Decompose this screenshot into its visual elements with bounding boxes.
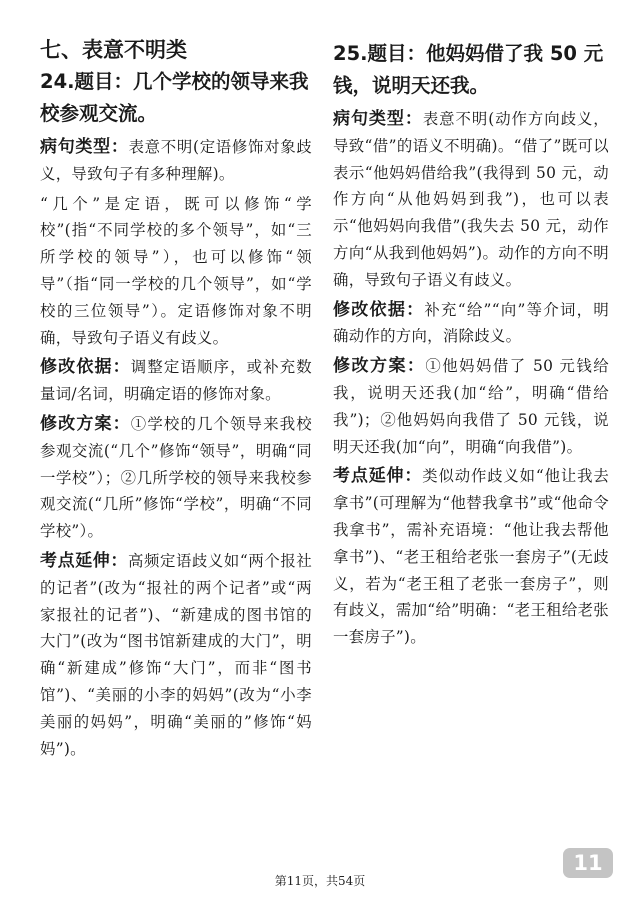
q25-extension [333,463,609,651]
q25-ext-text: 类似动作歧义如“他让我去拿书”(可理解为“他替我拿书”或“他命令我拿书”，需补充语境：“他让我去帮他拿书”)、“老王租给老张一套房子”(无歧义，若为“老王租了老张一套房子”，则有歧义，需加“给”明确：“老王租给老张一套房子”)。 [333,467,610,647]
q24-type-label: 病句类型： [40,137,129,157]
question-24-title: 24.题目：几个学校的领导来我校参观交流。 [40,70,309,125]
q24-basis [40,354,312,408]
q24-plan-text: ①学校的几个领导来我校参观交流(“几个”修饰“领导”，明确“同一学校”）；②几所学校的领导来我校参观交流(“几所”修饰“学校”，明确“不同学校”）。 [40,414,312,541]
q24-analysis: “几个”是定语，既可以修饰“学校”(指“不同学校的多个领导”，如“三所学校的领导”），也可以修饰“领导”（指“同一学校的几个领导”，如“学校的三位领导”）。定语修饰对象不明确，导致句子语义有歧义。 [40,194,312,347]
q24-extension [40,548,312,762]
left-column [40,34,312,765]
q25-error-type [333,106,609,294]
q24-error-type [40,134,312,188]
q25-plan [333,353,609,460]
page-footer: 第11页，共54页 [274,874,366,888]
q24-plan-label: 修改方案： [40,413,131,434]
section-title: 七、表意不明类 [40,38,187,62]
right-column [333,38,609,654]
question-25-title: 25.题目：他妈妈借了我 50 元钱，说明天还我。 [333,42,604,97]
q24-basis-label: 修改依据： [40,357,131,378]
q25-ext-label: 考点延伸： [333,466,423,487]
q25-basis-text: 补充“给”“向”等介词，明确动作的方向，消除歧义。 [333,300,610,346]
q25-type-text: 表意不明(动作方向歧义，导致“借”的语义不明确)。“借了”既可以表示“他妈妈借给我”(我得到 50 元，动作方向“从他妈妈到我”)，也可以表示“他妈妈向我借”(我失去 50 元，动作方向“从我到他妈妈”)。动作的方向不明确，导致句子语义有歧义。 [333,110,609,289]
q25-plan-text: ①他妈妈借了 50 元钱给我，说明天还我(加“给”，明确“借给我”)；②他妈妈向我借了 50 元钱，说明天还我(加“向”，明确“向我借”)。 [333,357,609,456]
q24-plan [40,411,312,545]
q24-type-text: 表意不明(定语修饰对象歧义，导致句子有多种理解)。 [40,138,312,183]
q24-ext-text: 高频定语歧义如“两个报社的记者”(改为“报社的两个记者”或“两家报社的记者”)、“新建成的图书馆的大门”(改为“图书馆新建成的大门”，明确“新建成”修饰“大门”，而非“图书馆”)、“美丽的小李的妈妈”(改为“小李美丽的妈妈”，明确“美丽的”修饰“妈妈”)。 [40,551,313,758]
q25-plan-label: 修改方案： [333,356,426,377]
q25-type-label: 病句类型： [333,109,423,129]
q24-ext-label: 考点延伸： [40,550,128,571]
q25-basis [333,297,609,351]
q25-basis-label: 修改依据： [333,299,425,320]
page-number-badge: 11 [563,848,613,878]
q24-basis-text: 调整定语顺序，或补充数量词/名词，明确定语的修饰对象。 [40,358,312,404]
